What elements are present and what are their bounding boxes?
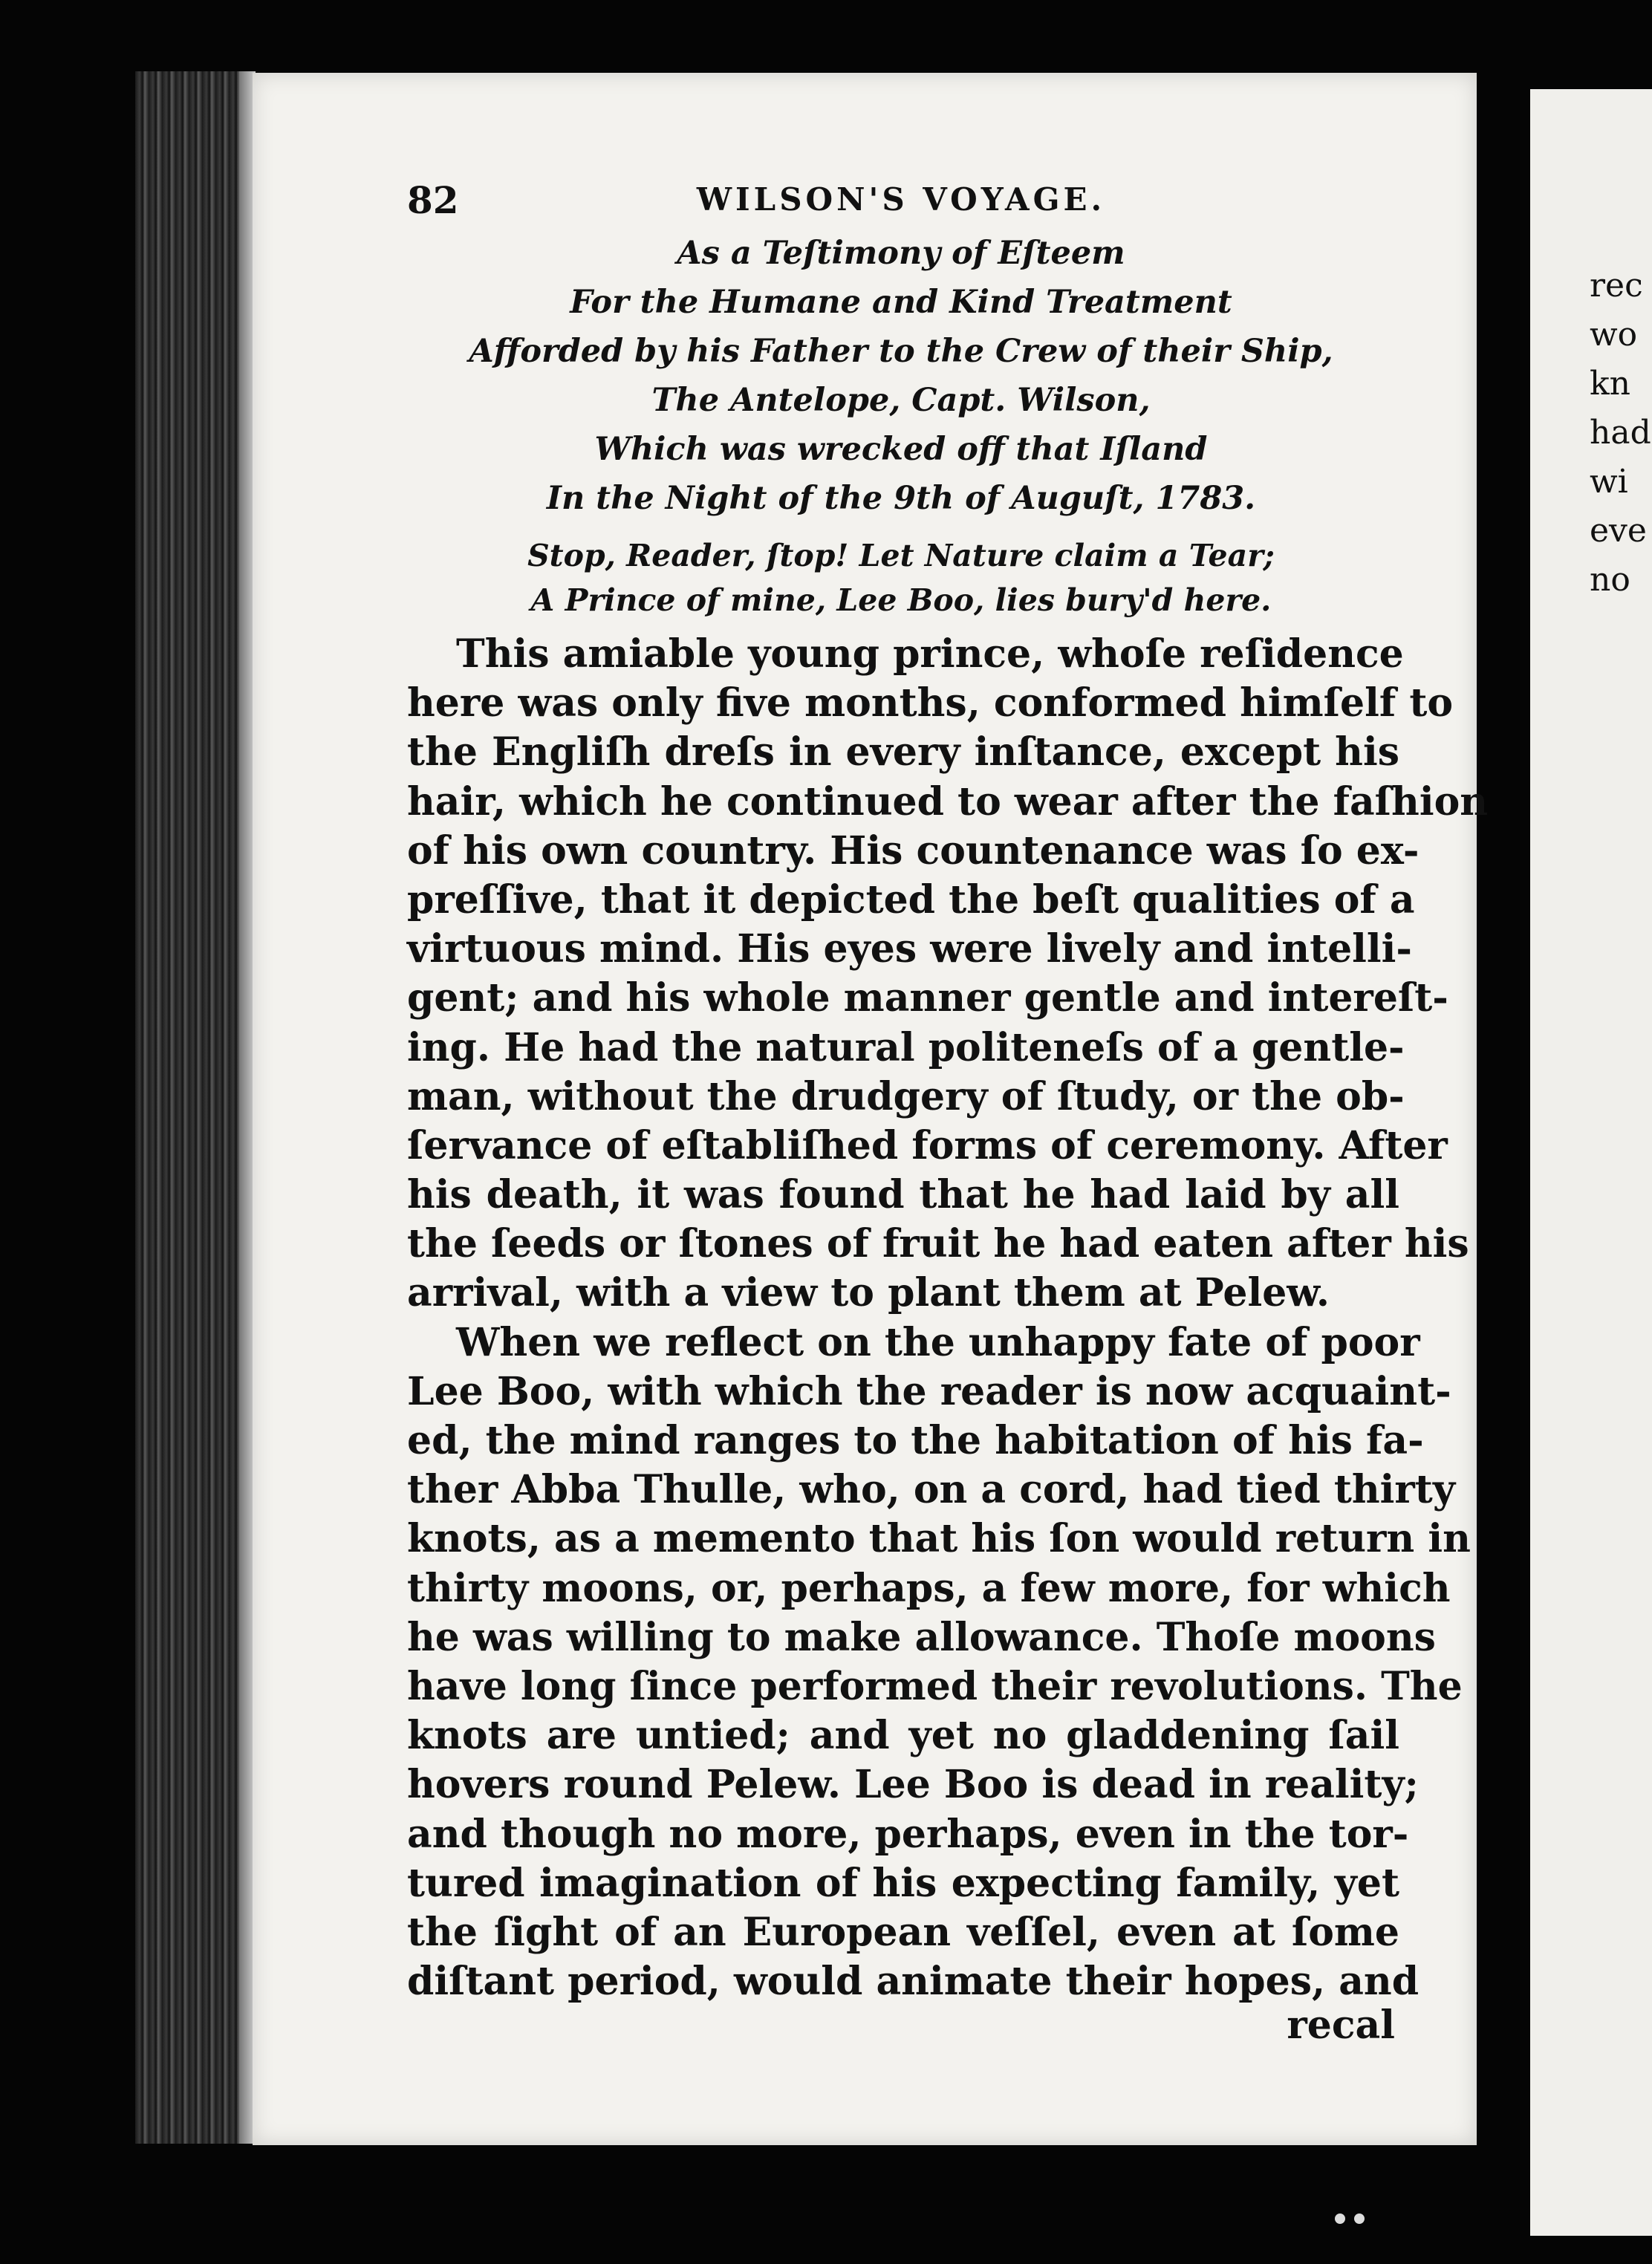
text-line: man, without the drudgery of ſtudy, or the ob-: [407, 1073, 1405, 1119]
text-line: hair, which he continued to wear after the faſhion: [407, 778, 1489, 824]
text-line: and though no more, perhaps, even in the tor-: [407, 1811, 1409, 1857]
text-line: he was willing to make allowance. Thoſe moons: [407, 1614, 1436, 1660]
facing-page-text: [1590, 261, 1652, 605]
page-header: [407, 178, 1395, 230]
text-line: knots are untied; and yet no gladdening ſail: [407, 1713, 1399, 1759]
text-line: have long ſince performed their revolutions. The: [407, 1663, 1463, 1709]
facing-page-line: no: [1590, 561, 1630, 599]
text-line: here was only five months, conformed himſelf to: [407, 680, 1454, 726]
text-line: virtuous mind. His eyes were lively and intelli-: [407, 926, 1413, 972]
epitaph-line: Afforded by his Father to the Crew of their Ship,: [469, 333, 1333, 370]
couplet-line: A Prince of mine, Lee Boo, lies bury'd here.: [530, 582, 1272, 618]
text-line: ing. He had the natural politeneſs of a gentle-: [407, 1024, 1405, 1070]
text-line: When we reflect on the unhappy fate of poor: [456, 1319, 1420, 1365]
epitaph-couplet: [407, 533, 1395, 622]
text-line: ſervance of eſtabliſhed forms of ceremony. After: [407, 1122, 1448, 1168]
text-line: the ſeeds or ſtones of fruit he had eaten after his: [407, 1221, 1469, 1267]
text-line: the ſight of an European veſſel, even at ſome: [407, 1909, 1399, 1955]
facing-page-line: kn: [1590, 365, 1630, 403]
facing-page-line: had: [1590, 414, 1651, 452]
facing-page-line: rec: [1590, 267, 1643, 305]
epitaph-inscription: [407, 229, 1395, 523]
text-line: diſtant period, would animate their hopes, and: [407, 1959, 1420, 2005]
text-line: gent; and his whole manner gentle and intereſt-: [407, 975, 1448, 1021]
epitaph-line: Which was wrecked off that Iſland: [594, 431, 1208, 468]
body-text: [407, 630, 1489, 2006]
facing-page-line: wi: [1590, 463, 1628, 501]
text-line: arrival, with a view to plant them at Pelew.: [407, 1270, 1330, 1316]
epitaph-line: As a Teſtimony of Eſteem: [677, 235, 1125, 272]
epitaph-line: For the Humane and Kind Treatment: [570, 284, 1232, 321]
text-line: tured imagination of his expecting family, yet: [407, 1860, 1399, 1906]
catchword: recal: [1287, 2003, 1395, 2048]
text-line: his death, it was found that he had laid by all: [407, 1172, 1399, 1218]
text-line: ed, the mind ranges to the habitation of his fa-: [407, 1418, 1424, 1463]
facing-page-line: wo: [1590, 316, 1638, 354]
text-line: preſſive, that it depicted the beſt qualities of a: [407, 876, 1415, 923]
book-spine: [135, 71, 253, 2144]
text-line: of his own country. His countenance was ſo ex-: [407, 827, 1420, 874]
facing-page-line: eve: [1590, 512, 1647, 550]
text-line: ther Abba Thulle, who, on a cord, had tied thirty: [407, 1467, 1456, 1513]
text-line: the Engliſh dreſs in every inſtance, except his: [407, 729, 1399, 775]
text-line: knots, as a memento that his ſon would return in: [407, 1516, 1471, 1562]
scan-artifact-mark: [1330, 2208, 1374, 2230]
text-line: This amiable young prince, whoſe reſidence: [456, 631, 1404, 677]
epitaph-line: In the Night of the 9th of Auguſt, 1783.: [546, 480, 1256, 517]
running-title: WILSON'S VOYAGE.: [696, 181, 1106, 218]
couplet-line: Stop, Reader, ſtop! Let Nature claim a Tear;: [527, 538, 1275, 573]
text-line: thirty moons, or, perhaps, a few more, for which: [407, 1565, 1451, 1611]
text-line: Lee Boo, with which the reader is now acquaint-: [407, 1368, 1451, 1414]
epitaph-line: The Antelope, Capt. Wilson,: [651, 382, 1151, 419]
page-number: 82: [407, 178, 459, 222]
text-line: hovers round Pelew. Lee Boo is dead in reality;: [407, 1762, 1419, 1808]
